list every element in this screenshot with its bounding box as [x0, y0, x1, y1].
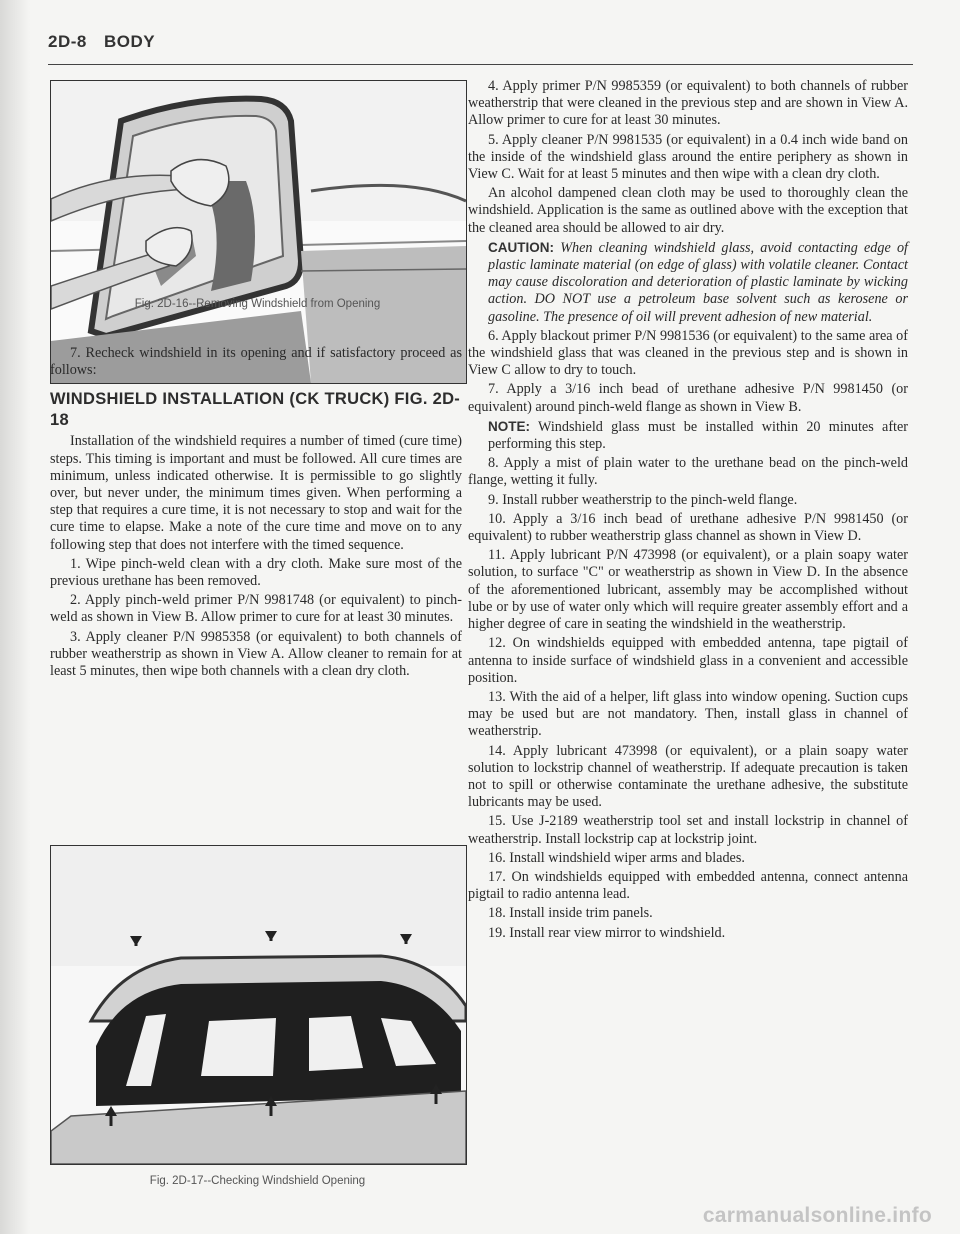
step-19: 19. Install rear view mirror to windshield. [488, 924, 726, 941]
section-code: 2D-8 [48, 32, 87, 51]
step-5: 5. Apply cleaner P/N 9981535 (or equivalent) in a 0.4 inch wide band on the inside of the windshield glass around the entire periphery as shown in View C. Wait for at least 5 minutes and then wipe with a clean dry cloth. [468, 131, 908, 183]
watermark-text: carmanualsonline.info [702, 1204, 932, 1227]
step-12: 12. On windshields equipped with embedded antenna, tape pigtail of antenna to inside surface of windshield glass in a convenient and accessible position. [468, 635, 908, 686]
step-7-recheck: 7. Recheck windshield in its opening and if satisfactory proceed as follows: [50, 345, 462, 379]
step-13: 13. With the aid of a helper, lift glass into window opening. Suction cups may be used but are not mandatory. Then, install glass in channel of weatherstrip. [468, 688, 908, 740]
step-7: 7. Apply a 3/16 inch bead of urethane adhesive P/N 9981450 (or equivalent) around pinch-weld flange as shown in View B. [468, 381, 908, 415]
caution-label: CAUTION: [488, 239, 554, 255]
step-3: 3. Apply cleaner P/N 9985358 (or equivalent) to both channels of rubber weatherstrip as shown in View A. Allow cleaner to remain for at least 5 minutes, then wipe both channels with a clean dry cloth. [50, 628, 462, 680]
page-edge-shadow [0, 0, 30, 1234]
caution-block [488, 239, 908, 326]
right-column [468, 78, 908, 944]
step-17: 17. On windshields equipped with embedded antenna, connect antenna pigtail to radio antenna lead. [468, 868, 908, 903]
step-8: 8. Apply a mist of plain water to the urethane bead on the pinch-weld flange, wetting it fully. [468, 455, 908, 489]
figure-checking-opening [50, 845, 467, 1165]
removing-windshield-photo [51, 81, 466, 383]
note-block [488, 418, 908, 453]
step-14: 14. Apply lubricant 473998 (or equivalent), or a plain soapy water solution to lockstrip channel of weatherstrip. If adequate precaution is taken not to spill or otherwise contaminate the urethane adhesive, the substitute lubricants may be used. [468, 742, 908, 811]
step-15: 15. Use J-2189 weatherstrip tool set and install lockstrip in channel of weatherstrip. Install lockstrip cap at lockstrip joint. [468, 813, 908, 847]
figure-caption-1: Fig. 2D-16--Removing Windshield from Opening [134, 298, 381, 310]
figure-removing-windshield [50, 80, 467, 384]
step-10: 10. Apply a 3/16 inch bead of urethane adhesive P/N 9981450 (or equivalent) to rubber weatherstrip glass channel as shown in View D. [468, 510, 908, 545]
step-6: 6. Apply blackout primer P/N 9981536 (or equivalent) to the same area of the windshield glass that was cleaned in the previous step and is shown in View C allow to dry to touch. [468, 327, 908, 379]
step-4: 4. Apply primer P/N 9985359 (or equivalent) to both channels of rubber weatherstrip that were cleaned in the previous step and are shown in View A. Allow primer to cure for at least 30 minutes. [468, 78, 908, 129]
step-9: 9. Install rubber weatherstrip to the pinch-weld flange. [488, 491, 798, 508]
step-1: 1. Wipe pinch-weld clean with a dry cloth. Make sure most of the previous urethane has been removed. [50, 555, 462, 590]
section-heading: WINDSHIELD INSTALLATION (CK TRUCK) FIG. 2D-18 [50, 390, 461, 430]
checking-opening-photo [51, 846, 466, 1164]
figure-caption-2: Fig. 2D-17--Checking Windshield Opening [149, 1175, 366, 1187]
alcohol-paragraph: An alcohol dampened clean cloth may be used to thoroughly clean the windshield. Application is the same as outlined above with the exception that the cleaned area should be allowed to air dry. [468, 185, 908, 236]
note-text: Windshield glass must be installed within 20 minutes after performing this step. [488, 418, 909, 453]
intro-paragraph: Installation of the windshield requires a number of timed (cure time) steps. This timing is important and must be followed. All cure times are minimum, unless indicated otherwise. It is permissible to go slightly over, but never under, the minimum times given. When performing a step that requires a cure time, it is not necessary to stop and wait for the cure time to elapse. Make a note of the cure time and move on to any following step that does not interfere with the timed sequence. [50, 433, 462, 553]
section-title: BODY [104, 32, 156, 51]
caution-text: When cleaning windshield glass, avoid contacting edge of plastic laminate material (on edge of glass) with volatile cleaner. Contact may cause discoloration and deterioration of plastic laminate by wicking action. DO NOT use a petroleum base solvent such as kerosene or gasoline. The presence of oil will prevent adhesion of new material. [488, 239, 908, 325]
step-2: 2. Apply pinch-weld primer P/N 9981748 (or equivalent) to pinch-weld as shown in View B. Allow primer to cure for at least 30 minutes. [50, 592, 462, 626]
note-label: NOTE: [488, 418, 530, 434]
step-11: 11. Apply lubricant P/N 473998 (or equivalent), or a plain soapy water solution, to surface "C" or weatherstrip as shown in View D. In the absence of the aforementioned lubricant, assembly may be accomplished without lube or by use of water only which will require greater assembly effort and a higher degree of care in seating the windshield in the weatherstrip. [468, 547, 908, 633]
left-column [50, 345, 462, 682]
step-16: 16. Install windshield wiper arms and blades. [488, 849, 745, 866]
step-18: 18. Install inside trim panels. [488, 905, 653, 922]
page-header [48, 30, 913, 65]
